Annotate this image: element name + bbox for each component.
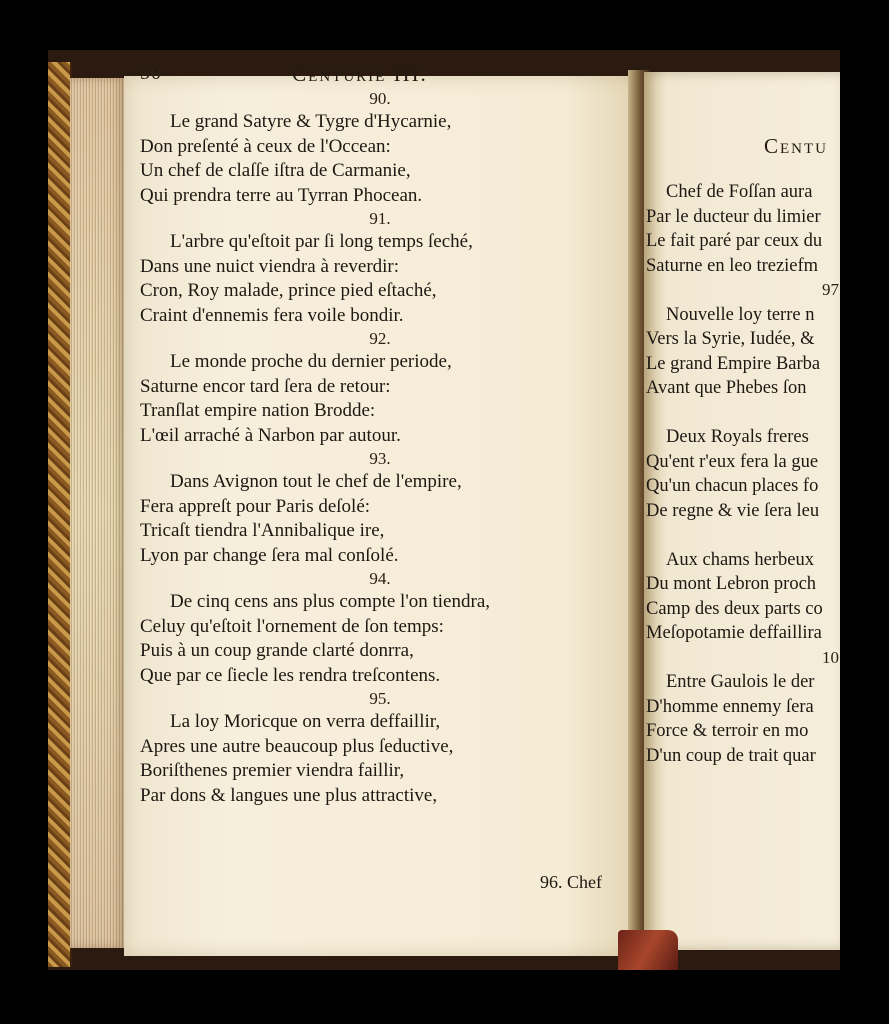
verse-line: L'œil arraché à Narbon par autour. (140, 424, 401, 446)
verse-line: Dans Avignon tout le chef de l'empire, (170, 471, 462, 492)
verse-line: Le monde proche du dernier periode, (170, 351, 452, 372)
quatrain-number: 91. (369, 209, 391, 228)
right-verse-line: Camp des deux parts co (646, 598, 823, 619)
verse-line: Que par ce ſiecle les rendra treſcontens. (140, 664, 441, 686)
right-quatrain-number: 97 (822, 280, 839, 299)
bookmark-ribbon (618, 930, 678, 970)
quatrain-number: 90. (369, 89, 391, 108)
right-verse-line: Deux Royals freres (666, 427, 809, 447)
right-verse-line: D'homme ennemy ſera (646, 696, 814, 717)
right-verse-line: Entre Gaulois le der (666, 672, 815, 692)
right-quatrain (644, 646, 840, 769)
right-page (644, 72, 840, 950)
quatrain (140, 688, 580, 808)
right-quatrain-number: 10 (822, 647, 839, 667)
running-head: Centurie III. (292, 62, 428, 86)
right-verse-line: Aux chams herbeux (666, 549, 814, 570)
quatrain (140, 448, 580, 568)
quatrain-number: 93. (369, 449, 391, 468)
quatrain-number: 94. (369, 569, 391, 588)
page-edges (70, 78, 126, 948)
quatrain-number: 95. (369, 689, 391, 708)
quatrain-gap (644, 401, 840, 426)
right-verse-line: Le grand Empire Barba (646, 353, 821, 374)
page-number: 50 (140, 62, 162, 84)
verse-line: La loy Moricque on verra deffaillir, (170, 711, 441, 732)
quatrain (140, 88, 580, 208)
right-verse-line: Meſopotamie deffaillira (646, 623, 822, 643)
right-quatrain (644, 278, 840, 401)
verse-line: Saturne encor tard ſera de retour: (140, 375, 391, 397)
right-verse-line: Qu'un chacun places fo (646, 476, 819, 496)
right-verse-line: De regne & vie ſera leu (646, 500, 820, 521)
book-binding (48, 62, 72, 967)
verse-line: Un chef de claſſe iſtra de Carmanie, (140, 160, 411, 181)
verse-line: Cron, Roy malade, prince pied eſtaché, (140, 280, 437, 301)
right-verse-line: Par le ducteur du limier (646, 206, 821, 227)
right-verse-line: Force & terroir en mo (646, 721, 809, 741)
verse-line: Fera appreſt pour Paris deſolé: (140, 495, 371, 517)
quatrain-gap (644, 523, 840, 548)
right-verse-line: Nouvelle loy terre n (666, 304, 815, 325)
right-verse-line: Chef de Foſſan aura (666, 182, 813, 202)
verse-line: Lyon par change ſera mal conſolé. (140, 544, 399, 566)
quatrain (140, 328, 580, 448)
verse-line: Qui prendra terre au Tyrran Phocean. (140, 184, 423, 206)
verse-line: Le grand Satyre & Tygre d'Hycarnie, (170, 111, 452, 132)
right-verse-line: Vers la Syrie, Iudée, & (646, 329, 815, 349)
verse-line: Apres une autre beaucoup plus ſeductive, (140, 735, 454, 757)
quatrain-list (140, 88, 580, 808)
quatrain-number: 92. (369, 329, 391, 348)
verse-line: Celuy qu'eſtoit l'ornement de ſon temps: (140, 615, 444, 637)
right-verse-line: Qu'ent r'eux fera la gue (646, 451, 819, 472)
verse-line: Dans une nuict viendra à reverdir: (140, 255, 400, 277)
right-verse-line: D'un coup de trait quar (646, 745, 816, 766)
right-quatrain (644, 180, 840, 278)
right-quatrain (644, 401, 840, 524)
right-verse-line: Du mont Lebron proch (646, 574, 817, 594)
right-verse-line: Avant que Phebes ſon (646, 378, 807, 398)
right-verse-line: Le fait paré par ceux du (646, 231, 823, 251)
right-running-head: Centu (764, 134, 828, 158)
quatrain (140, 568, 580, 688)
verse-line: Boriſthenes premier viendra faillir, (140, 760, 405, 781)
verse-line: De cinq cens ans plus compte l'on tiendra, (170, 591, 491, 612)
quatrain (140, 208, 580, 328)
verse-line: Tricaſt tiendra l'Annibalique ire, (140, 520, 385, 541)
verse-line: L'arbre qu'eſtoit par ſi long temps ſeché, (170, 231, 473, 252)
catchword: 96. Chef (540, 872, 602, 892)
verse-line: Don preſenté à ceux de l'Occean: (140, 135, 391, 157)
verse-line: Tranſlat empire nation Brodde: (140, 400, 376, 421)
right-page-text (644, 180, 840, 768)
verse-line: Par dons & langues une plus attractive, (140, 784, 438, 806)
right-verse-line: Saturne en leo treziefm (646, 255, 819, 276)
right-quatrain (644, 523, 840, 646)
verse-line: Craint d'ennemis fera voile bondir. (140, 304, 404, 326)
verse-line: Puis à un coup grande clarté donrra, (140, 640, 414, 661)
